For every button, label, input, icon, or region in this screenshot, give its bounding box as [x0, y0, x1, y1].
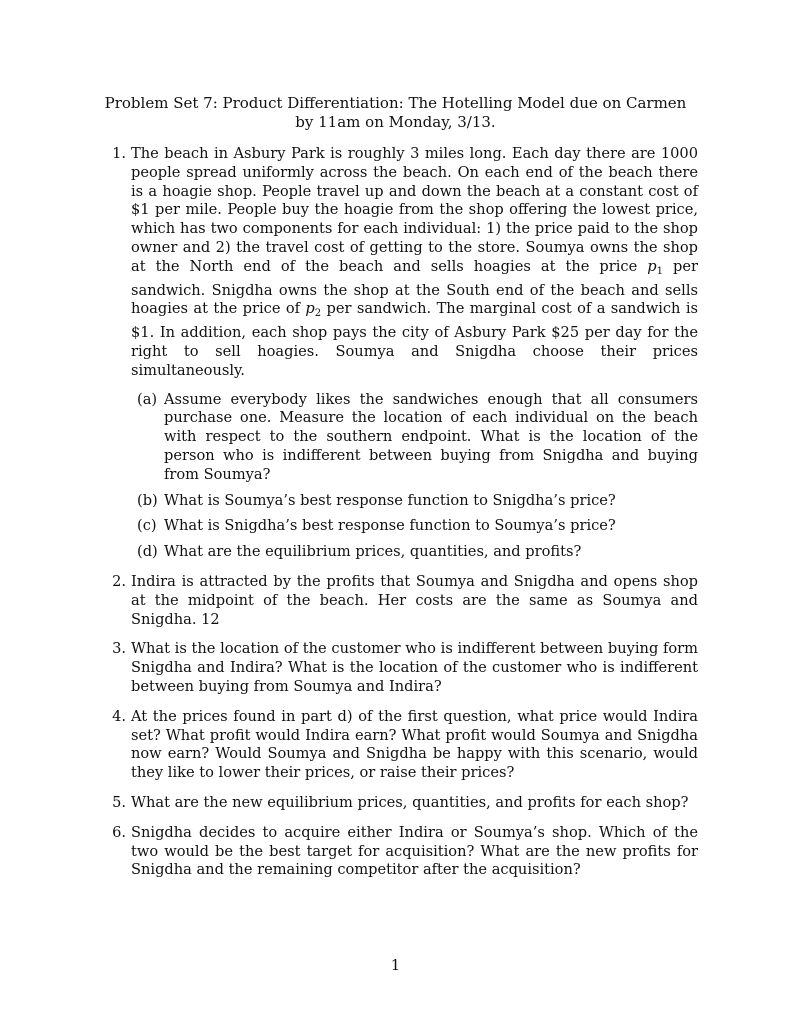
subquestion-list	[131, 391, 698, 562]
problem-number: 6.	[112, 823, 126, 841]
page-number: 1	[390, 956, 401, 974]
subquestion-text: What is Snigdha’s best response function to Soumya’s price?	[164, 517, 616, 535]
subquestion-b	[137, 491, 698, 511]
page-title: Problem Set 7: Product Differentiation: The Hotelling Model due on Carmen by 11am on Monday, 3/13.	[104, 94, 687, 131]
problem-6	[112, 823, 698, 880]
subquestion-label: (b)	[137, 491, 158, 509]
problem-text: What are the new equilibrium prices, quantities, and profits for each shop?	[131, 793, 689, 811]
subquestion-c	[137, 517, 698, 536]
subquestion-a	[137, 390, 698, 485]
problem-1	[112, 145, 699, 562]
problem-number: 1.	[112, 145, 126, 162]
problem-2	[112, 572, 698, 629]
problem-text: Indira is attracted by the profits that Soumya and Snigdha and opens shop at the midpoint of the beach. Her costs are the same as Soumya and Snigdha. 12	[131, 572, 698, 628]
problem-text-segment: per sandwich. Snigdha owns the shop at the South end of the beach and sells hoagies at the price of	[131, 257, 699, 318]
problem-3	[112, 640, 698, 696]
subquestion-label: (c)	[137, 517, 157, 535]
problem-text-segment: The beach in Asbury Park is roughly 3 miles long. Each day there are 1000 people spread uniformly across the beach. On each end of the beach there is a hoagie shop. People travel up and down the beach at a constant cost of $1 per mile. People buy the hoagie from the shop offering the lowest price, which has two components for each individual: 1) the price paid to the shop owner and 2) the travel cost of getting to the store. Soumya owns the shop at the North end of the beach and sells hoagies at the price	[131, 145, 698, 275]
subquestion-label: (a)	[137, 390, 158, 408]
problem-number: 2.	[112, 572, 126, 590]
problem-number: 5.	[112, 793, 126, 811]
subquestion-label: (d)	[137, 543, 158, 561]
price-variable: p	[305, 300, 315, 318]
problem-text: What is the location of the customer who is indifferent between buying form Snigdha and Indira? What is the location of the customer who is indifferent between buying from Soumya and Indira?	[131, 640, 698, 695]
problem-text-segment: per sandwich. The marginal cost of a sandwich is $1. In addition, each shop pays the city of Asbury Park $25 per day for the right to sell hoagies. Soumya and Snigdha choose their prices simultaneously.	[131, 300, 698, 379]
problem-text	[131, 145, 698, 381]
problem-text: Snigdha decides to acquire either Indira or Soumya’s shop. Which of the two would be the best target for acquisition? What are the new profits for Snigdha and the remaining competitor after the acquisition?	[131, 823, 698, 879]
subquestion-text: Assume everybody likes the sandwiches enough that all consumers purchase one. Measure the location of each individual on the beach with respect to the southern endpoint. What is the location of the person who is indifferent between buying from Snigdha and buying from Soumya?	[164, 390, 698, 483]
problem-text: At the prices found in part d) of the first question, what price would Indira set? What profit would Indira earn? What profit would Soumya and Snigdha now earn? Would Soumya and Snigdha be happy with this scenario, would they like to lower their prices, or raise their prices?	[131, 707, 698, 782]
problem-number: 3.	[112, 640, 126, 658]
price-subscript: 1	[656, 265, 663, 277]
price-variable: p	[647, 257, 657, 275]
subquestion-text: What are the equilibrium prices, quantities, and profits?	[164, 543, 582, 561]
problem-number: 4.	[112, 707, 126, 725]
subquestion-text: What is Soumya’s best response function to Snigdha’s price?	[164, 491, 616, 509]
problem-list	[112, 145, 699, 891]
problem-5	[112, 793, 698, 813]
problem-4	[112, 707, 698, 783]
price-subscript: 2	[314, 308, 322, 320]
subquestion-d	[137, 543, 698, 562]
